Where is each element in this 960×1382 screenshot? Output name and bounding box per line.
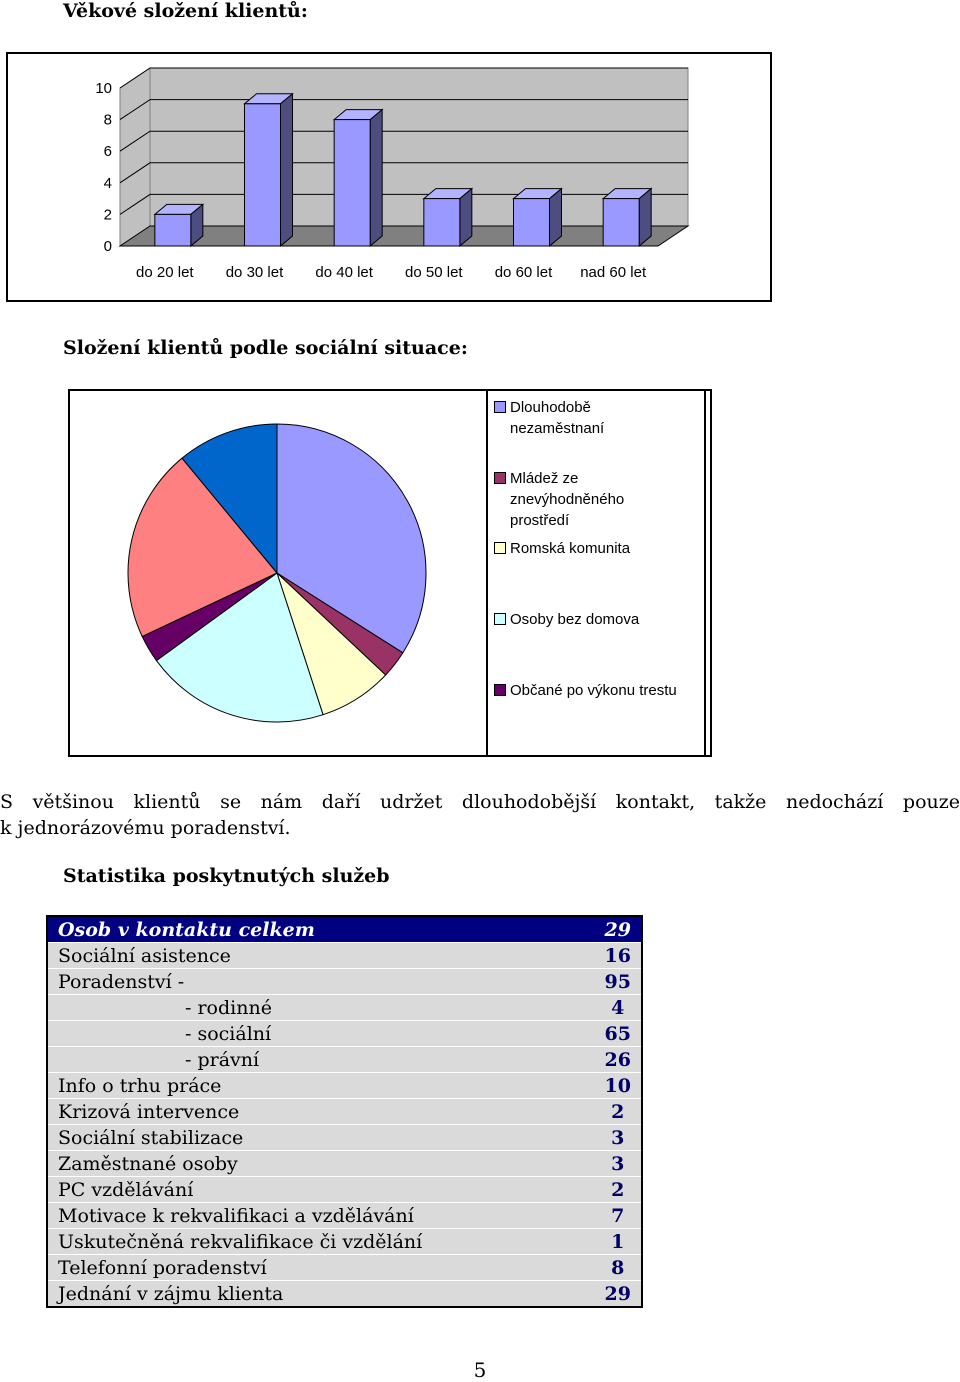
bar-side: [550, 189, 562, 246]
row-label: Zaměstnané osoby: [47, 1151, 595, 1177]
legend-swatch: [494, 472, 506, 484]
legend-label: Romská komunita: [510, 540, 631, 557]
table-row: [47, 1255, 642, 1281]
bar-side: [460, 189, 472, 246]
row-value: 4: [595, 995, 642, 1021]
row-value: 16: [595, 943, 642, 969]
table-row: [47, 1021, 642, 1047]
row-value: 10: [595, 1073, 642, 1099]
row-label: PC vzdělávání: [47, 1177, 595, 1203]
row-value: 65: [595, 1021, 642, 1047]
legend-swatch: [494, 684, 506, 696]
y-tick-label: 6: [103, 143, 112, 161]
x-tick-label: do 40 let: [315, 264, 373, 281]
services-heading: Statistika poskytnutých služeb: [63, 865, 390, 887]
bar: [334, 120, 370, 246]
bar-side: [639, 189, 651, 246]
row-value: 29: [595, 1281, 642, 1308]
table-row: [47, 943, 642, 969]
paragraph-line-1: S většinou klientů se nám daří udržet dlouhodobější kontakt, takže nedochází pouze: [0, 791, 960, 813]
x-tick-label: do 50 let: [405, 264, 463, 281]
x-tick-label: do 30 let: [225, 264, 284, 281]
row-label: Motivace k rekvalifikaci a vzdělávání: [47, 1203, 595, 1229]
y-tick-label: 2: [103, 206, 112, 224]
legend-swatch: [494, 401, 506, 413]
row-label: Uskutečněná rekvalifikace či vzdělání: [47, 1229, 595, 1255]
table-row: [47, 995, 642, 1021]
row-value: 26: [595, 1047, 642, 1073]
table-row: [47, 969, 642, 995]
bar-side: [370, 110, 382, 246]
table-row: [47, 1125, 642, 1151]
row-label: Poradenství -: [47, 969, 595, 995]
services-table: [46, 915, 643, 1308]
table-row: [47, 1177, 642, 1203]
row-label: - rodinné: [47, 995, 595, 1021]
table-row: [47, 1151, 642, 1177]
table-row: [47, 1281, 642, 1308]
social-heading: Složení klientů podle sociální situace:: [63, 337, 468, 359]
legend-label: Občané po výkonu trestu: [510, 682, 677, 699]
row-label: Telefonní poradenství: [47, 1255, 595, 1281]
bar-side: [281, 94, 293, 246]
legend-swatch: [494, 542, 506, 554]
bar: [245, 104, 281, 246]
age-bar-chart: [0, 0, 960, 320]
row-value: 7: [595, 1203, 642, 1229]
bar: [155, 214, 191, 246]
legend-label: Mládež ze znevýhodněného prostředí: [510, 470, 625, 529]
row-label: Sociální stabilizace: [47, 1125, 595, 1151]
x-tick-label: do 20 let: [136, 264, 194, 281]
chart-side-wall: [120, 68, 150, 246]
social-pie-chart: [0, 380, 490, 760]
table-row: [47, 1229, 642, 1255]
age-heading: Věkové složení klientů:: [63, 0, 308, 22]
row-value: 95: [595, 969, 642, 995]
y-tick-label: 8: [103, 111, 112, 129]
row-label: - právní: [47, 1047, 595, 1073]
x-tick-label: do 60 let: [494, 264, 553, 281]
summary-paragraph: [0, 789, 960, 841]
paragraph-line-2: k jednorázovému poradenství.: [0, 817, 291, 839]
table-row: [47, 1099, 642, 1125]
table-header-label: Osob v kontaktu celkem: [47, 916, 595, 943]
row-label: Krizová intervence: [47, 1099, 595, 1125]
row-label: Info o trhu práce: [47, 1073, 595, 1099]
row-value: 8: [595, 1255, 642, 1281]
row-value: 2: [595, 1177, 642, 1203]
bar: [424, 199, 460, 246]
y-tick-label: 10: [95, 80, 112, 97]
legend-swatch: [494, 613, 506, 625]
y-tick-label: 0: [103, 238, 112, 255]
row-value: 3: [595, 1125, 642, 1151]
row-value: 2: [595, 1099, 642, 1125]
table-row: [47, 1073, 642, 1099]
row-label: Sociální asistence: [47, 943, 595, 969]
table-header-row: [47, 916, 642, 943]
row-value: 3: [595, 1151, 642, 1177]
table-header-value: 29: [595, 916, 642, 943]
row-label: Jednání v zájmu klienta: [47, 1281, 595, 1308]
table-row: [47, 1047, 642, 1073]
y-tick-label: 4: [103, 174, 112, 192]
bar: [514, 199, 550, 246]
x-tick-label: nad 60 let: [580, 264, 647, 281]
bar: [603, 199, 639, 246]
row-label: - sociální: [47, 1021, 595, 1047]
page-number: 5: [473, 1358, 487, 1382]
row-value: 1: [595, 1229, 642, 1255]
table-row: [47, 1203, 642, 1229]
legend-label: Osoby bez domova: [510, 611, 640, 628]
legend-label: Dlouhodobě nezaměstnaní: [510, 399, 605, 437]
